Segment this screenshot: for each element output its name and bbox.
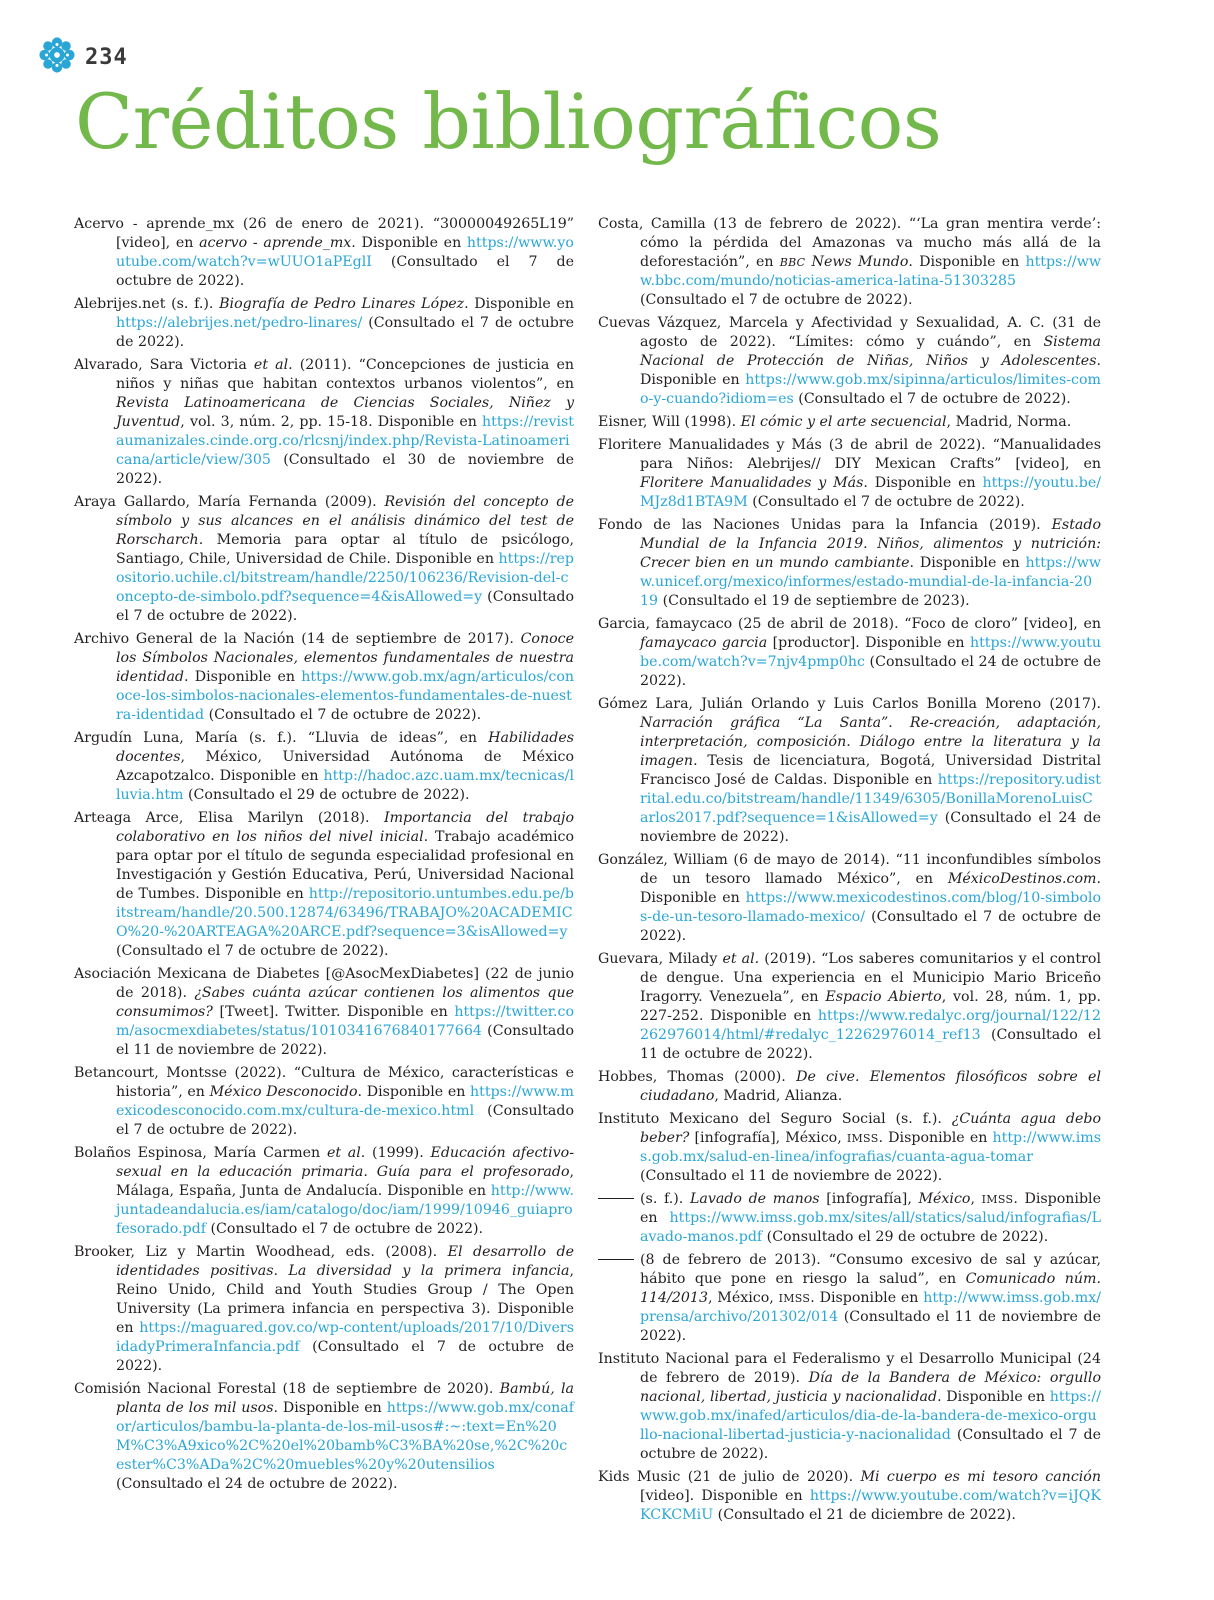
- entry-text: . Tesis de licenciatura, Bogotá, Universidad Distrital Francisco José de Caldas. Disponible en: [640, 753, 1101, 788]
- entry-text: IMSS: [981, 1193, 1014, 1206]
- entry-link[interactable]: https://www.youtube.com/watch?v=wUUO1aPEglI: [116, 235, 574, 270]
- entry-text: , Madrid, Alianza.: [714, 1088, 843, 1104]
- entry-text: (2019). “Los saberes comunitarios y el control de dengue. Una experiencia en el Municipio Mario Briceño Iragorry. Venezuela”, en: [640, 951, 1101, 1005]
- bibliography-entry: [598, 1190, 1101, 1247]
- entry-text: Espacio Abierto: [825, 989, 942, 1005]
- entry-link[interactable]: https://www.youtube.com/watch?v=7njv4pmp0hc: [640, 635, 1101, 670]
- entry-text: (Consultado el 7 de octubre de 2022).: [204, 707, 482, 723]
- entry-link[interactable]: https://www.gob.mx/inafed/articulos/dia-de-la-bandera-de-mexico-orgullo-nacional-libertad-justicia-y-nacionalidad: [640, 1389, 1101, 1443]
- entry-link[interactable]: https://www.imss.gob.mx/sites/all/statics/salud/infografias/Lavado-manos.pdf: [640, 1210, 1101, 1245]
- repeat-author-dash: [598, 1259, 634, 1260]
- bibliography-entry: [598, 1350, 1101, 1464]
- entry-text: et al.: [326, 1145, 366, 1161]
- entry-text: (Consultado el 7 de octubre de 2022).: [116, 943, 389, 959]
- entry-link[interactable]: https://repositorio.uchile.cl/bitstream/handle/2250/106236/Revision-del-concepto-de-simbolo.pdf?sequence=4&isAllowed=y: [116, 551, 574, 605]
- entry-text: BBC: [779, 256, 806, 269]
- bibliography-entry: [74, 356, 574, 489]
- entry-text: . Disponible en: [863, 475, 983, 491]
- entry-text: . Disponible en: [357, 1084, 471, 1100]
- entry-text: , Madrid, Norma.: [946, 414, 1072, 430]
- bibliography-entry: [598, 1068, 1101, 1106]
- page-header: [38, 38, 128, 76]
- entry-text: (Consultado el 24 de octubre de 2022).: [116, 1476, 398, 1492]
- page-title: Créditos bibliográficos: [75, 77, 942, 166]
- entry-text: . Disponible en: [273, 1400, 387, 1416]
- entry-text: Alebrijes.net (s. f.).: [74, 296, 220, 312]
- entry-text: , México, Universidad Autónoma de México Azcapotzalco. Disponible en: [116, 749, 574, 784]
- entry-text: El desarrollo de identidades positivas. La diversidad y la primera infancia: [116, 1244, 574, 1279]
- bibliography-entry: [598, 851, 1101, 946]
- entry-text: [infografía],: [819, 1191, 919, 1207]
- entry-text: (Consultado el 7 de octubre de 2022).: [640, 909, 1101, 944]
- entry-text: De cive. Elementos filosóficos sobre el ciudadano: [640, 1069, 1101, 1104]
- entry-text: Cuevas Vázquez, Marcela y Afectividad y Sexualidad, A. C. (31 de agosto de 2022). “Límites: cómo y cuándo”, en: [598, 315, 1101, 350]
- bibliography-entry: [598, 695, 1101, 847]
- entry-link[interactable]: http://repositorio.untumbes.edu.pe/bitstream/handle/20.500.12874/63496/TRABAJO%20ACADEMICO%20-%20ARTEAGA%20ARCE.pdf?sequence=3&isAllowed=y: [116, 886, 574, 940]
- entry-link[interactable]: https://www.redalyc.org/journal/122/12262976014/html/#redalyc_12262976014_ref13: [640, 1008, 1101, 1043]
- entry-text: Mi cuerpo es mi tesoro canción: [860, 1469, 1101, 1485]
- bibliography-entry: [598, 950, 1101, 1064]
- entry-link[interactable]: https://www.mexicodestinos.com/blog/10-simbolos-de-un-tesoro-llamado-mexico/: [640, 890, 1101, 925]
- entry-text: Narración gráfica “La Santa”. Re-creación, adaptación, interpretación, composición. Diálogo entre la literatura y la imagen: [640, 715, 1101, 769]
- bibliography-entry: [598, 314, 1101, 409]
- entry-text: ,: [970, 1191, 982, 1207]
- entry-text: (Consultado el 7 de octubre de 2022).: [640, 292, 913, 308]
- entry-link[interactable]: https://alebrijes.net/pedro-linares/: [116, 315, 363, 331]
- entry-text: IMSS: [778, 1292, 811, 1305]
- entry-text: Sistema Nacional de Protección de Niñas, Niños y Adolescentes: [640, 334, 1101, 369]
- entry-text: Araya Gallardo, María Fernanda (2009).: [74, 494, 385, 510]
- bibliography-entry: [74, 1243, 574, 1376]
- bibliography-entry: [74, 965, 574, 1060]
- entry-text: MéxicoDestinos.com: [947, 871, 1097, 887]
- entry-link[interactable]: http://www.imss.gob.mx/salud-en-linea/infografias/cuanta-agua-tomar: [640, 1130, 1101, 1165]
- entry-text: (Consultado el 7 de octubre de 2022).: [793, 391, 1071, 407]
- entry-text: Conoce los Símbolos Nacionales, elementos fundamentales de nuestra identidad: [116, 631, 574, 685]
- entry-text: . Disponible en: [640, 871, 1101, 906]
- bibliography-entry: [598, 1110, 1101, 1186]
- entry-text: Arteaga Arce, Elisa Marilyn (2018).: [74, 810, 384, 826]
- entry-text: México Desconocido: [209, 1084, 358, 1100]
- bibliography-entry: [74, 630, 574, 725]
- entry-text: (Consultado el 7 de octubre de 2022).: [116, 315, 574, 350]
- entry-text: . Disponible en: [351, 235, 467, 251]
- entry-link[interactable]: https://www.gob.mx/conafor/articulos/bambu-la-planta-de-los-mil-usos#:~:text=En%20M%C3%A9xico%2C%20el%20bamb%C3%BA%20se,%2C%20cester%C3%ADa%2C%20muebles%20y%20utensilios: [116, 1400, 574, 1473]
- entry-text: (Consultado el 30 de noviembre de 2022).: [116, 452, 574, 487]
- entry-text: . Disponible en: [909, 555, 1026, 571]
- entry-text: Instituto Mexicano del Seguro Social (s. f.).: [598, 1111, 952, 1127]
- entry-link[interactable]: http://www.imss.gob.mx/prensa/archivo/201302/014: [640, 1290, 1101, 1325]
- entry-text: Habilidades docentes: [116, 730, 574, 765]
- flower-icon: [38, 36, 76, 78]
- entry-text: Betancourt, Montsse (2022). “Cultura de México, características e historia”, en: [74, 1065, 574, 1100]
- entry-link[interactable]: https://twitter.com/asocmexdiabetes/status/1010341676840177664: [116, 1004, 574, 1039]
- entry-text: Comisión Nacional Forestal (18 de septiembre de 2020).: [74, 1381, 500, 1397]
- entry-link[interactable]: https://www.unicef.org/mexico/informes/estado-mundial-de-la-infancia-2019: [640, 555, 1101, 609]
- entry-text: Asociación Mexicana de Diabetes [@AsocMexDiabetes] (22 de junio de 2018).: [74, 966, 574, 1001]
- entry-text: (Consultado el 7 de octubre de 2022).: [116, 1339, 574, 1374]
- entry-text: Importancia del trabajo colaborativo en los niños del nivel inicial: [116, 810, 574, 845]
- entry-text: Comunicado núm. 114/2013: [640, 1271, 1101, 1306]
- entry-text: , vol. 28, núm. 1, pp. 227-252. Disponible en: [640, 989, 1101, 1024]
- entry-text: Hobbes, Thomas (2000).: [598, 1069, 797, 1085]
- entry-text: , Málaga, España, Junta de Andalucía. Disponible en: [116, 1164, 574, 1199]
- entry-text: (Consultado el 29 de octubre de 2022).: [183, 787, 470, 803]
- entry-text: . Disponible en: [640, 353, 1101, 388]
- entry-text: (Consultado el 24 de noviembre de 2022).: [640, 810, 1101, 845]
- entry-text: . Disponible en: [937, 1389, 1050, 1405]
- entry-text: . Disponible en: [878, 1130, 993, 1146]
- entry-text: Archivo General de la Nación (14 de septiembre de 2017).: [74, 631, 521, 647]
- entry-text: Brooker, Liz y Martin Woodhead, eds. (2008).: [74, 1244, 448, 1260]
- bibliography-left-column: [74, 215, 574, 1498]
- entry-text: Eisner, Will (1998).: [598, 414, 741, 430]
- entry-link[interactable]: https://repository.udistrital.edu.co/bitstream/handle/11349/6305/BonillaMorenoLuisCarlos2017.pdf?sequence=1&isAllowed=y: [640, 772, 1101, 826]
- entry-text: México: [918, 1191, 971, 1207]
- entry-text: Costa, Camilla (13 de febrero de 2022). “‘La gran mentira verde’: cómo la pérdida del Amazonas va mucho más allá de la deforestación”, en: [598, 216, 1101, 270]
- entry-text: (Consultado el 21 de diciembre de 2022).: [713, 1507, 1016, 1523]
- entry-text: ¿Cuánta agua debo beber?: [640, 1111, 1101, 1146]
- entry-text: (Consultado el 7 de octubre de 2022).: [116, 254, 574, 289]
- entry-link[interactable]: https://www.mexicodesconocido.com.mx/cultura-de-mexico.html: [116, 1084, 574, 1119]
- entry-text: [productor]. Disponible en: [767, 635, 970, 651]
- entry-text: . Trabajo académico para optar por el título de segunda especialidad profesional en Investigación y Gestión Educativa, Perú, Universidad Nacional de Tumbes. Disponible en: [116, 829, 574, 902]
- entry-text: (Consultado el 11 de octubre de 2022).: [640, 1027, 1101, 1062]
- entry-link[interactable]: https://www.gob.mx/sipinna/articulos/limites-como-y-cuando?idiom=es: [640, 372, 1101, 407]
- bibliography-entry: [74, 729, 574, 805]
- entry-text: Floritere Manualidades y Más (3 de abril de 2022). “Manualidades para Niños: Alebrijes// DIY Mexican Crafts” [video], en: [598, 437, 1101, 472]
- bibliography-entry: [74, 1380, 574, 1494]
- entry-link[interactable]: http://www.juntadeandalucia.es/iam/catalogo/doc/iam/1999/10946_guiaprofesorado.pdf: [116, 1183, 574, 1237]
- entry-text: et al.: [253, 357, 293, 373]
- entry-text: Biografía de Pedro Linares López: [219, 296, 465, 312]
- entry-link[interactable]: https://maguared.gov.co/wp-content/uploads/2017/10/DiversidadyPrimeraInfancia.pdf: [116, 1320, 574, 1355]
- entry-text: (Consultado el 7 de octubre de 2022).: [747, 494, 1025, 510]
- entry-text: News Mundo: [805, 254, 909, 270]
- entry-text: Acervo - aprende_mx (26 de enero de 2021). “30000049265L19” [video], en: [74, 216, 574, 251]
- entry-text: (Consultado el 7 de octubre de 2022).: [116, 1103, 574, 1138]
- entry-text: Gómez Lara, Julián Orlando y Luis Carlos Bonilla Moreno (2017).: [598, 696, 1101, 712]
- entry-text: Garcia, famaycaco (25 de abril de 2018). “Foco de cloro” [video], en: [598, 616, 1101, 632]
- entry-text: (Consultado el 7 de octubre de 2022).: [640, 1427, 1101, 1462]
- entry-text: Bambú, la planta de los mil usos: [116, 1381, 575, 1416]
- entry-text: (Consultado el 7 de octubre de 2022).: [206, 1221, 484, 1237]
- entry-text: El cómic y el arte secuencial: [740, 414, 947, 430]
- bibliography-right-column: [598, 215, 1101, 1529]
- bibliography-entry: [598, 1251, 1101, 1346]
- entry-text: (Consultado el 19 de septiembre de 2023).: [658, 593, 970, 609]
- entry-text: Kids Music (21 de julio de 2020).: [598, 1469, 861, 1485]
- entry-text: . Disponible en: [810, 1290, 924, 1306]
- repeat-author-dash: [598, 1198, 634, 1199]
- bibliography-entry: [74, 809, 574, 961]
- bibliography-entry: [598, 413, 1101, 432]
- entry-text: Guevara, Milady: [598, 951, 723, 967]
- bibliography-entry: [74, 295, 574, 352]
- entry-link[interactable]: https://revistaumanizales.cinde.org.co/rlcsnj/index.php/Revista-Latinoamericana/article/view/305: [116, 414, 574, 468]
- entry-text: (Consultado el 11 de noviembre de 2022).: [640, 1168, 943, 1184]
- entry-text: . Disponible en: [464, 296, 574, 312]
- bibliography-entry: [598, 615, 1101, 691]
- entry-text: (2011). “Concepciones de justicia en niños y niñas que habitan contextos urbanos violentos”, en: [116, 357, 574, 392]
- bibliography-entry: [598, 215, 1101, 310]
- bibliography-entry: [74, 215, 574, 291]
- entry-link[interactable]: https://youtu.be/MJz8d1BTA9M: [640, 475, 1101, 510]
- entry-text: . Disponible en: [640, 1191, 1101, 1226]
- entry-text: Día de la Bandera de México: orgullo nacional, libertad, justicia y nacionalidad: [640, 1370, 1101, 1405]
- entry-text: (Consultado el 24 de octubre de 2022).: [640, 654, 1101, 689]
- entry-text: . Memoria para optar al título de psicólogo, Santiago, Chile, Universidad de Chile. Disponible en: [116, 532, 574, 567]
- entry-text: . Disponible en: [184, 669, 302, 685]
- entry-text: , Reino Unido, Child and Youth Studies Group / The Open University (La primera infancia en perspectiva 3). Disponible en: [116, 1263, 574, 1336]
- entry-text: Estado Mundial de la Infancia 2019. Niños, alimentos y nutrición: Crecer bien en un mundo cambiante: [640, 517, 1101, 571]
- entry-text: acervo - aprende_mx: [199, 235, 352, 251]
- entry-link[interactable]: https://www.bbc.com/mundo/noticias-america-latina-51303285: [640, 254, 1101, 289]
- entry-text: , vol. 3, núm. 2, pp. 15-18. Disponible en: [180, 414, 483, 430]
- entry-text: Argudín Luna, María (s. f.). “Lluvia de ideas”, en: [74, 730, 489, 746]
- entry-text: (Consultado el 7 de octubre de 2022).: [116, 589, 574, 624]
- entry-text: Bolaños Espinosa, María Carmen: [74, 1145, 327, 1161]
- bibliography-entry: [598, 436, 1101, 512]
- entry-text: Lavado de manos: [689, 1191, 820, 1207]
- entry-text: . Disponible en: [908, 254, 1026, 270]
- entry-text: ¿Sabes cuánta azúcar contienen los alimentos que consumimos?: [116, 985, 574, 1020]
- entry-text: IMSS: [846, 1132, 879, 1145]
- entry-text: [infografía], México,: [689, 1130, 847, 1146]
- entry-text: (Consultado el 11 de noviembre de 2022).: [640, 1309, 1101, 1344]
- entry-text: famaycaco garcia: [640, 635, 768, 651]
- entry-link[interactable]: https://www.gob.mx/agn/articulos/conoce-los-simbolos-nacionales-elementos-fundamentales-de-nuestra-identidad: [116, 669, 574, 723]
- entry-text: Educación afectivo-sexual en la educación primaria. Guía para el profesorado: [116, 1145, 574, 1180]
- entry-text: Instituto Nacional para el Federalismo y el Desarrollo Municipal (24 de febrero de 2019).: [598, 1351, 1101, 1386]
- bibliography-entry: [74, 1144, 574, 1239]
- entry-text: , México,: [707, 1290, 779, 1306]
- entry-text: [Tweet]. Twitter. Disponible en: [212, 1004, 455, 1020]
- page-number: 234: [85, 44, 128, 70]
- entry-text: González, William (6 de mayo de 2014). “11 inconfundibles símbolos de un tesoro llamado México”, en: [598, 852, 1101, 887]
- entry-text: Revisión del concepto de símbolo y sus alcances en el análisis dinámico del test de Rorscharch: [116, 494, 575, 548]
- entry-text: Floritere Manualidades y Más: [640, 475, 864, 491]
- entry-text: (8 de febrero de 2013). “Consumo excesivo de sal y azúcar, hábito que pone en riesgo la salud”, en: [640, 1252, 1101, 1287]
- bibliography-entry: [598, 516, 1101, 611]
- entry-text: (Consultado el 11 de noviembre de 2022).: [116, 1023, 574, 1058]
- bibliography-entry: [74, 1064, 574, 1140]
- entry-text: Fondo de las Naciones Unidas para la Infancia (2019).: [598, 517, 1052, 533]
- bibliography-entry: [598, 1468, 1101, 1525]
- entry-text: Alvarado, Sara Victoria: [74, 357, 254, 373]
- entry-text: [video]. Disponible en: [640, 1488, 810, 1504]
- entry-text: (Consultado el 29 de octubre de 2022).: [762, 1229, 1049, 1245]
- entry-text: (s. f.).: [640, 1191, 690, 1207]
- bibliography-entry: [74, 493, 574, 626]
- entry-text: (1999).: [365, 1145, 431, 1161]
- entry-link[interactable]: https://www.youtube.com/watch?v=iJQKKCKCMiU: [640, 1488, 1101, 1523]
- entry-text: Revista Latinoamericana de Ciencias Sociales, Niñez y Juventud: [116, 395, 574, 430]
- entry-text: et al.: [722, 951, 760, 967]
- entry-link[interactable]: http://hadoc.azc.uam.mx/tecnicas/lluvia.htm: [116, 768, 574, 803]
